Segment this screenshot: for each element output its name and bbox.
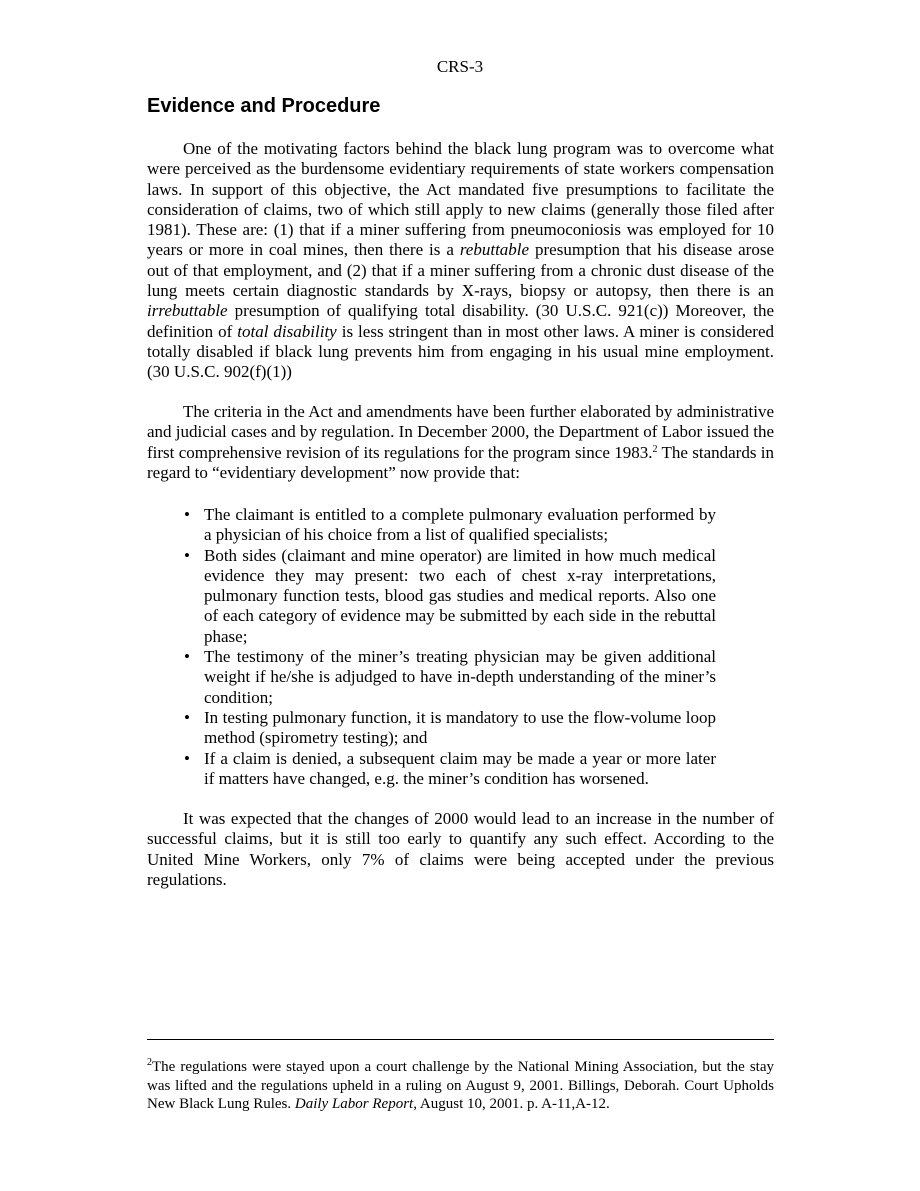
page-header: CRS-3 [436, 57, 484, 76]
p1-text-2: presumption that his disease arose out of that employment, and (2) that if a miner suffering from a chronic dust disease of the lung meets certain diagnostic standards by X-rays, biopsy or autopsy, then there is an [147, 240, 775, 301]
p3-text: It was expected that the changes of 2000 would lead to an increase in the number of successful claims, but it is still too early to quantify any such effect. According to the United Mine Workers, only 7% of claims were being accepted under the previous regulations. [147, 809, 774, 889]
list-item-text: If a claim is denied, a subsequent claim may be made a year or more later if matters have changed, e.g. the miner’s condition has worsened. [204, 748, 716, 788]
list-item [181, 505, 716, 546]
list-item [181, 647, 716, 708]
list-item-text: In testing pulmonary function, it is mandatory to use the flow-volume loop method (spirometry testing); and [204, 707, 716, 748]
footnote-text-2: , August 10, 2001. p. A-11,A-12. [413, 1096, 610, 1112]
evidentiary-standards-list [181, 505, 716, 789]
bullet-marker: • [184, 647, 190, 667]
footnote-number: 2 [147, 1057, 152, 1068]
list-item-text: The testimony of the miner’s treating physician may be given additional weight if he/she is adjudged to have in-depth understanding of the miner’s condition; [204, 647, 716, 707]
list-item [181, 708, 716, 749]
footnote [147, 1058, 774, 1114]
paragraph-criteria [147, 402, 774, 483]
p2-text-2: The standards in regard to “evidentiary development” now provide that: [147, 442, 774, 482]
paragraph-expectations [147, 809, 774, 890]
list-item-text: Both sides (claimant and mine operator) are limited in how much medical evidence they may present: two each of chest x-ray interpretations, pulmonary function tests, blood gas studies and medical reports. Also one of each category of evidence may be submitted by each side in the rebuttal phase; [204, 545, 716, 646]
list-item [181, 749, 716, 790]
footnote-reference[interactable]: 2 [652, 443, 658, 455]
p2-text-1: The criteria in the Act and amendments have been further elaborated by administrative and judicial cases and by regulation. In December 2000, the Department of Labor issued the first comprehensive revision of its regulations for the program since 1983. [147, 402, 774, 462]
footnote-divider [147, 1039, 774, 1040]
p1-emphasis-total-disability: total disability [237, 321, 337, 341]
list-item-text: The claimant is entitled to a complete pulmonary evaluation performed by a physician of his choice from a list of qualified specialists; [204, 505, 716, 545]
p1-emphasis-irrebuttable: irrebuttable [147, 301, 228, 321]
p1-text-4: is less stringent than in most other laws. A miner is considered totally disabled if black lung prevents him from engaging in his usual mine employment. (30 U.S.C. 902(f)(1)) [147, 321, 774, 382]
bullet-marker: • [184, 545, 190, 565]
section-title: Evidence and Procedure [147, 95, 381, 117]
bullet-marker: • [184, 748, 190, 768]
footnote-publication: Daily Labor Report [294, 1096, 414, 1112]
bullet-marker: • [184, 707, 190, 727]
p1-emphasis-rebuttable: rebuttable [459, 240, 530, 260]
footnote-text-1: The regulations were stayed upon a court challenge by the National Mining Association, but the stay was lifted and the regulations upheld in a ruling on August 9, 2001. Billings, Deborah. Court Upholds New Black Lung Rules. [147, 1059, 774, 1112]
bullet-marker: • [184, 505, 190, 524]
p1-text-1: One of the motivating factors behind the black lung program was to overcome what were perceived as the burdensome evidentiary requirements of state workers compensation laws. In support of this objective, the Act mandated five presumptions to facilitate the consideration of claims, two of which still apply to new claims (generally those filed after 1981). These are: (1) that if a miner suffering from pneumoconiosis was employed for 10 years or more in coal mines, then there is a [147, 139, 774, 260]
list-item [181, 546, 716, 647]
paragraph-presumptions [147, 139, 774, 383]
p1-text-3: presumption of qualifying total disability. (30 U.S.C. 921(c)) Moreover, the definition of [147, 301, 774, 341]
